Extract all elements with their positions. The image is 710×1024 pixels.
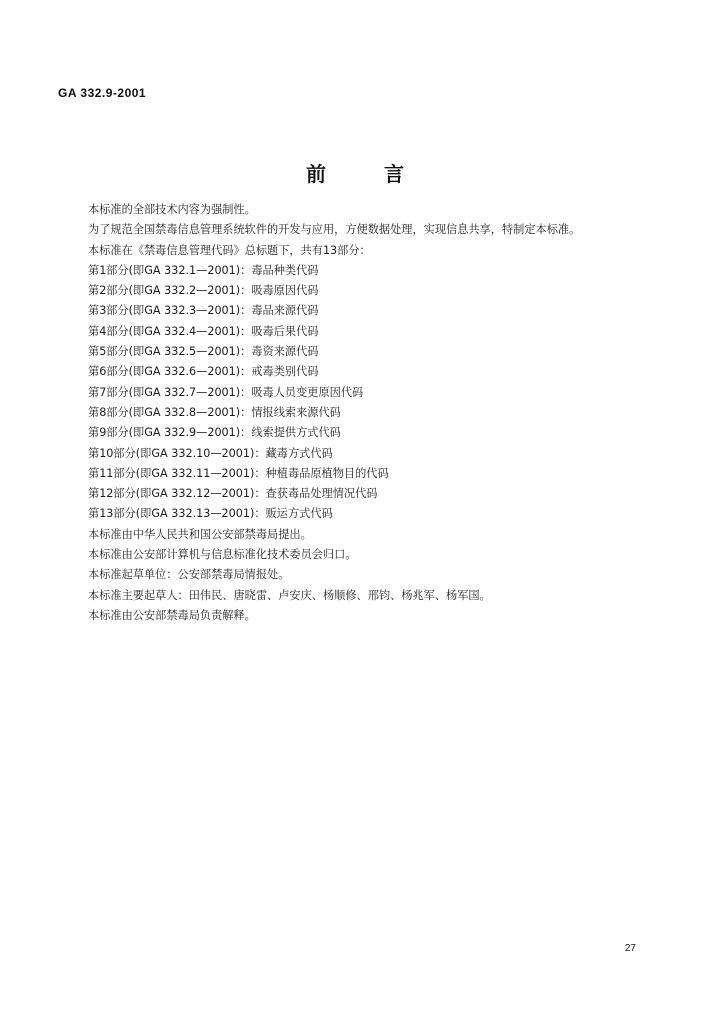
- part-list-item: 第12部分(即GA 332.12—2001)：查获毒品处理情况代码: [88, 487, 378, 501]
- paragraph-line: 本标准由中华人民共和国公安部禁毒局提出。: [88, 527, 312, 541]
- part-list-item: 第2部分(即GA 332.2—2001)：吸毒原因代码: [88, 284, 319, 298]
- paragraph-line: 本标准在《禁毒信息管理代码》总标题下，共有13部分：: [88, 243, 371, 257]
- part-list-item: 第9部分(即GA 332.9—2001)：线索提供方式代码: [88, 426, 341, 440]
- part-list-item: 第3部分(即GA 332.3—2001)：毒品来源代码: [88, 304, 319, 318]
- page-title: [0, 158, 710, 187]
- title-char-2: 言: [384, 162, 404, 186]
- page-number: 27: [624, 943, 636, 954]
- part-list-item: 第11部分(即GA 332.11—2001)：种植毒品原植物目的代码: [88, 466, 389, 480]
- document-code-header: GA 332.9-2001: [58, 86, 147, 100]
- paragraph-line: 本标准的全部技术内容为强制性。: [88, 203, 256, 216]
- part-list-item: 第7部分(即GA 332.7—2001)：吸毒人员变更原因代码: [88, 385, 364, 399]
- paragraph-line: 为了规范全国禁毒信息管理系统软件的开发与应用，方便数据处理，实现信息共享，特制定本标准。: [88, 223, 581, 237]
- paragraph-line: 本标准起草单位：公安部禁毒局情报处。: [88, 568, 290, 582]
- title-char-1: 前: [306, 162, 326, 186]
- paragraph-line: 本标准由公安部计算机与信息标准化技术委员会归口。: [88, 548, 357, 562]
- paragraph-line: 本标准主要起草人：田伟民、唐晓雷、卢安庆、杨顺修、邢钧、杨兆军、杨军国。: [88, 588, 491, 602]
- part-list-item: 第5部分(即GA 332.5—2001)：毒资来源代码: [88, 345, 319, 359]
- foreword-body: [88, 200, 668, 626]
- part-list-item: 第6部分(即GA 332.6—2001)：戒毒类别代码: [88, 365, 319, 379]
- part-list-item: 第4部分(即GA 332.4—2001)：吸毒后果代码: [88, 324, 319, 338]
- part-list-item: 第1部分(即GA 332.1—2001)：毒品种类代码: [88, 263, 319, 277]
- part-list-item: 第13部分(即GA 332.13—2001)：贩运方式代码: [88, 507, 333, 521]
- part-list-item: 第10部分(即GA 332.10—2001)：藏毒方式代码: [88, 446, 333, 460]
- part-list-item: 第8部分(即GA 332.8—2001)：情报线索来源代码: [88, 405, 341, 419]
- paragraph-line: 本标准由公安部禁毒局负责解释。: [88, 608, 256, 622]
